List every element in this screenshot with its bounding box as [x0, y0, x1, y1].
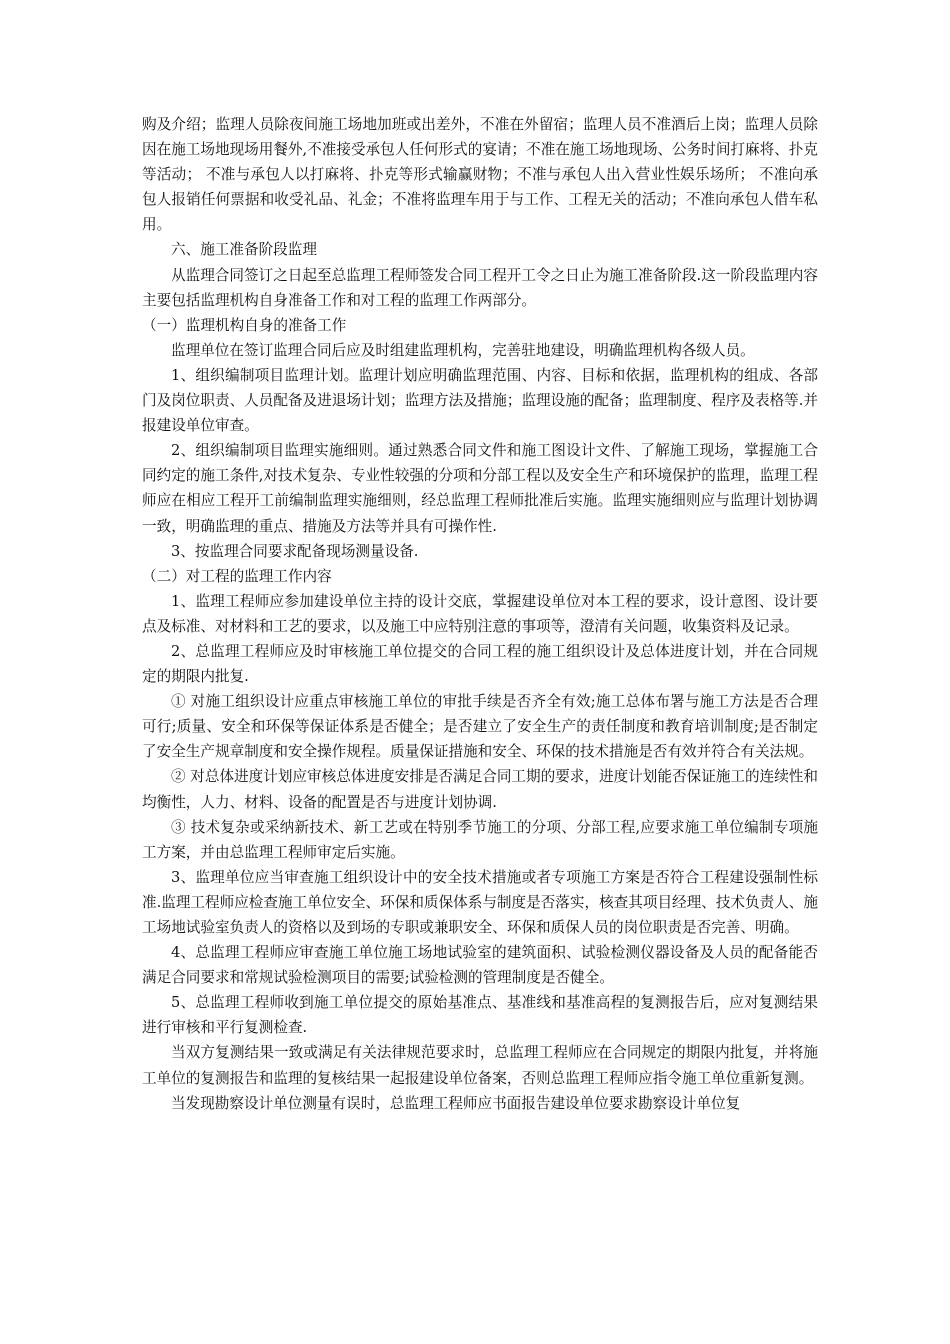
paragraph: 当双方复测结果一致或满足有关法律规范要求时，总监理工程师应在合同规定的期限内批复，并将施工单位的复测报告和监理的复核结果一起报建设单位备案，否则总监理工程师应指令施工单位重新复测。: [142, 1044, 818, 1087]
section-heading-6: 六、施工准备阶段监理: [171, 241, 317, 259]
paragraph: 当发现勘察设计单位测量有误时，总监理工程师应书面报告建设单位要求勘察设计单位复: [171, 1094, 741, 1112]
list-item: 3、监理单位应当审查施工组织设计中的安全技术措施或者专项施工方案是否符合工程建设强制性标准.监理工程师应检查施工单位安全、环保和质保体系与制度是否落实，核查其项目经理、技术负责人、施工场地试验室负责人的资格以及到场的专职或兼职安全、环保和质保人员的岗位职责是否完善、明确。: [142, 868, 818, 936]
paragraph: 监理单位在签订监理合同后应及时组建监理机构，完善驻地建设，明确监理机构各级人员。: [171, 341, 755, 359]
list-item: 2、总监理工程师应及时审核施工单位提交的合同工程的施工组织设计及总体进度计划，并在合同规定的期限内批复.: [142, 642, 818, 686]
list-item: 4、总监理工程师应审查施工单位施工场地试验室的建筑面积、试验检测仪器设备及人员的配备能否满足合同要求和常规试验检测项目的需要;试验检测的管理制度是否健全。: [142, 944, 818, 987]
paragraph: 从监理合同签订之日起至总监理工程师签发合同工程开工令之日止为施工准备阶段.这一阶段监理内容主要包括监理机构自身准备工作和对工程的监理工作两部分。: [142, 266, 818, 309]
sub-list-item: ② 对总体进度计划应审核总体进度安排是否满足合同工期的要求，进度计划能否保证施工的连续性和均衡性，人力、材料、设备的配置是否与进度计划协调.: [142, 768, 818, 811]
sub-list-item: ① 对施工组织设计应重点审核施工单位的审批手续是否齐全有效;施工总体布署与施工方法是否合理可行;质量、安全和环保等保证体系是否健全；是否建立了安全生产的责任制度和教育培训制度;是否制定了安全生产规章制度和安全操作规程。质量保证措施和安全、环保的技术措施是否有效并符合有关法规。: [142, 693, 818, 761]
list-item: 1、组织编制项目监理计划。监理计划应明确监理范围、内容、目标和依据，监理机构的组成、各部门及岗位职责、人员配备及进退场计划；监理方法及措施；监理设施的配备；监理制度、程序及表格等.并报建设单位审查。: [142, 366, 818, 435]
subsection-heading-1: （一）监理机构自身的准备工作: [142, 316, 347, 334]
list-item: 2、组织编制项目监理实施细则。通过熟悉合同文件和施工图设计文件、了解施工现场，掌握施工合同约定的施工条件,对技术复杂、专业性较强的分项和分部工程以及安全生产和环境保护的监理，监理工程师应在相应工程开工前编制监理实施细则，经总监理工程师批准后实施。监理实施细则应与监理计划协调一致，明确监理的重点、措施及方法等并具有可操作性.: [142, 442, 818, 535]
list-item: 5、总监理工程师收到施工单位提交的原始基准点、基准线和基准高程的复测报告后，应对复测结果进行审核和平行复测检查.: [142, 994, 818, 1037]
list-item: 3、按监理合同要求配备现场测量设备.: [171, 542, 419, 560]
document-body: [142, 112, 818, 1116]
paragraph-intro-continued: 购及介绍；监理人员除夜间施工场地加班或出差外，不准在外留宿；监理人员不准酒后上岗；监理人员除因在施工场地现场用餐外,不准接受承包人任何形式的宴请；不准在施工场地现场、公务时间打麻将、扑克等活动； 不准与承包人以打麻将、扑克等形式输赢财物；不准与承包人出入营业性娱乐场所； 不准向承包人报销任何票据和收受礼品、礼金；不准将监理车用于与工作、工程无关的活动；不准向承包人借车私用。: [142, 116, 818, 234]
subsection-heading-2: （二）对工程的监理工作内容: [142, 567, 332, 585]
list-item: 1、监理工程师应参加建设单位主持的设计交底，掌握建设单位对本工程的要求，设计意图、设计要点及标准、对材料和工艺的要求，以及施工中应特别注意的事项等，澄清有关问题，收集资料及记录。: [142, 592, 818, 635]
sub-list-item: ③ 技术复杂或采纳新技术、新工艺或在特别季节施工的分项、分部工程,应要求施工单位编制专项施工方案，并由总监理工程师审定后实施。: [142, 818, 818, 861]
